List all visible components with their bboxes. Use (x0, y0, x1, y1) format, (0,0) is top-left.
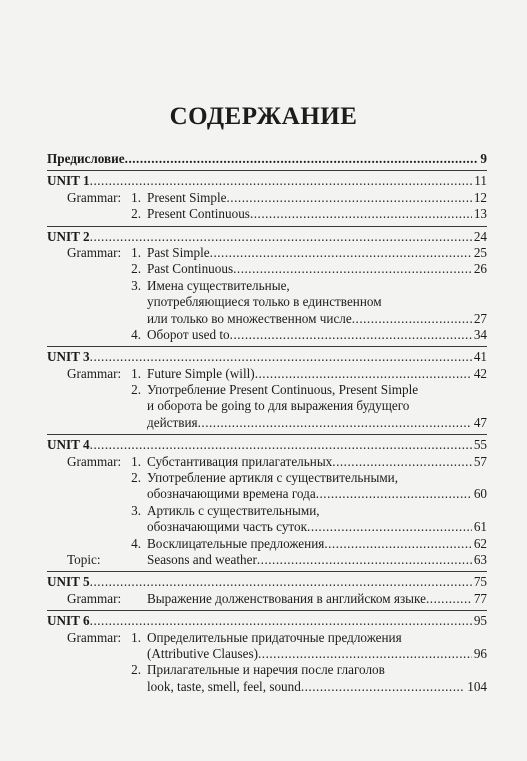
section-divider (47, 170, 487, 171)
grammar-entry (47, 503, 487, 519)
grammar-entry (47, 454, 487, 470)
grammar-entry (47, 630, 487, 646)
dot-leader (210, 245, 472, 261)
page-number: 104 (467, 678, 487, 694)
entry-title: Seasons and weather (147, 551, 257, 567)
entry-title: Употребление Present Continuous, Present Simple (147, 382, 419, 398)
item-number: 2. (131, 261, 141, 277)
grammar-entry (47, 646, 487, 662)
dot-leader (90, 173, 473, 189)
item-number: 2. (131, 662, 141, 678)
preface-entry (47, 151, 487, 167)
item-number: 2. (131, 470, 141, 486)
page-number: 77 (473, 590, 487, 606)
entry-title: Выражение долженствования в английском языке (147, 590, 426, 606)
entry-title: Прилагательные и наречия после глаголов (147, 662, 385, 678)
grammar-entry (47, 311, 487, 327)
unit-title: UNIT 3 (47, 349, 90, 365)
page-number: 11 (474, 173, 487, 189)
unit-title: UNIT 4 (47, 437, 90, 453)
grammar-entry (47, 662, 487, 678)
grammar-entry (47, 245, 487, 261)
entry-title: Восклицательные предложения (147, 535, 325, 551)
entry-title: употребляющиеся только в единственном (147, 294, 382, 310)
entry-title: обозначающими времена года (147, 486, 316, 502)
grammar-entry (47, 278, 487, 294)
unit-heading (47, 173, 487, 189)
item-number: 1. (131, 629, 141, 645)
page-number: 47 (473, 414, 487, 430)
unit-title: UNIT 6 (47, 613, 90, 629)
dot-leader (233, 261, 472, 277)
dot-leader (301, 679, 465, 695)
dot-leader (255, 366, 472, 382)
entry-title: и оборота be going to для выражения будущего (147, 398, 410, 414)
grammar-entry (47, 366, 487, 382)
page-number: 13 (473, 206, 487, 222)
grammar-entry (47, 398, 487, 414)
page-title: СОДЕРЖАНИЕ (169, 103, 358, 130)
dot-leader (250, 206, 472, 222)
unit-heading (47, 349, 487, 365)
entry-title: look, taste, smell, feel, sound (147, 678, 301, 694)
page-number: 61 (473, 519, 487, 535)
page-number: 24 (473, 228, 487, 244)
entry-title: обозначающими часть суток (147, 519, 308, 535)
grammar-entry (47, 519, 487, 535)
dot-leader (90, 229, 472, 245)
item-number: 1. (131, 453, 141, 469)
page-number: 26 (473, 261, 487, 277)
page-number: 42 (473, 365, 487, 381)
page-number: 34 (473, 326, 487, 342)
dot-leader (90, 349, 472, 365)
grammar-label: Grammar: (67, 189, 122, 205)
item-number: 3. (131, 502, 141, 518)
entry-title: Future Simple (will) (147, 365, 255, 381)
entry-title: Past Continuous (147, 261, 234, 277)
grammar-entry (47, 261, 487, 277)
grammar-entry (47, 486, 487, 502)
page-number: 62 (473, 535, 487, 551)
grammar-entry (47, 415, 487, 431)
item-number: 4. (131, 535, 141, 551)
grammar-label: Grammar: (67, 453, 122, 469)
grammar-label: Grammar: (67, 590, 122, 606)
entry-title: Артикль с существительными, (147, 502, 320, 518)
unit-title: UNIT 5 (47, 574, 90, 590)
unit-heading (47, 574, 487, 590)
table-of-contents (47, 151, 487, 695)
grammar-entry (47, 679, 487, 695)
item-number: 1. (131, 189, 141, 205)
unit-title: UNIT 2 (47, 228, 90, 244)
entry-title: или только во множественном числе (147, 310, 352, 326)
grammar-entry (47, 382, 487, 398)
entry-title: Субстантивация прилагательных (147, 453, 333, 469)
dot-leader (90, 613, 472, 629)
section-divider (47, 571, 487, 572)
dot-leader (230, 327, 472, 343)
grammar-entry (47, 327, 487, 343)
page-number: 60 (473, 486, 487, 502)
entry-title: Past Simple (147, 244, 210, 260)
topic-label: Topic: (67, 551, 101, 567)
item-number: 2. (131, 382, 141, 398)
dot-leader (324, 536, 471, 552)
page-number: 41 (473, 349, 487, 365)
dot-leader (257, 552, 472, 568)
page-number: 9 (480, 151, 487, 166)
entry-title: Present Continuous (147, 206, 250, 222)
grammar-entry (47, 470, 487, 486)
page-number: 75 (473, 574, 487, 590)
page-number: 12 (473, 189, 487, 205)
section-divider (47, 434, 487, 435)
entry-title: Предисловие (47, 151, 125, 166)
item-number: 4. (131, 326, 141, 342)
grammar-entry (47, 536, 487, 552)
dot-leader (332, 454, 472, 470)
entry-title: Определительные придаточные предложения (147, 629, 402, 645)
grammar-entry (47, 190, 487, 206)
dot-leader (125, 151, 479, 167)
grammar-entry (47, 294, 487, 310)
item-number: 1. (131, 365, 141, 381)
topic-entry (47, 552, 487, 568)
grammar-entry (47, 206, 487, 222)
item-number: 1. (131, 244, 141, 260)
grammar-label: Grammar: (67, 244, 122, 260)
dot-leader (227, 190, 472, 206)
section-divider (47, 346, 487, 347)
item-number: 3. (131, 277, 141, 293)
unit-heading (47, 613, 487, 629)
entry-title: Present Simple (147, 189, 227, 205)
entry-title: Оборот used to (147, 326, 230, 342)
page-number: 55 (473, 437, 487, 453)
entry-title: Употребление артикля с существительными, (147, 470, 399, 486)
dot-leader (316, 486, 472, 502)
grammar-label: Grammar: (67, 629, 122, 645)
dot-leader (198, 415, 472, 431)
dot-leader (352, 311, 472, 327)
dot-leader (258, 646, 472, 662)
item-number: 2. (131, 206, 141, 222)
entry-title: (Attributive Clauses) (147, 645, 258, 661)
page-number: 63 (473, 551, 487, 567)
page-number: 25 (473, 244, 487, 260)
page-number: 57 (473, 453, 487, 469)
page-number: 27 (473, 310, 487, 326)
entry-title: действия (147, 414, 198, 430)
dot-leader (90, 574, 472, 590)
entry-title: Имена существительные, (147, 277, 290, 293)
unit-heading (47, 229, 487, 245)
dot-leader (426, 591, 472, 607)
section-divider (47, 226, 487, 227)
section-divider (47, 610, 487, 611)
unit-heading (47, 437, 487, 453)
page-number: 95 (473, 613, 487, 629)
grammar-label: Grammar: (67, 365, 122, 381)
page-number: 96 (473, 645, 487, 661)
dot-leader (307, 519, 472, 535)
dot-leader (90, 437, 472, 453)
unit-title: UNIT 1 (47, 173, 90, 189)
grammar-entry (47, 591, 487, 607)
